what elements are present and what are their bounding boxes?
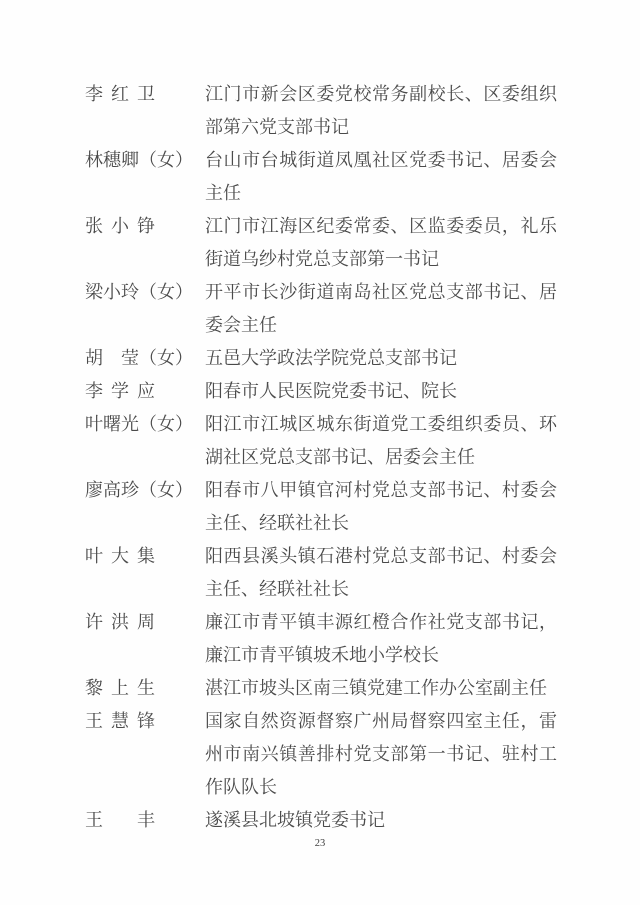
list-item: [85, 342, 557, 375]
person-position: 阳江市江城区城东街道党工委组织委员、环湖社区党总支部书记、居委会主任: [205, 414, 557, 467]
list-item: [85, 705, 557, 804]
list-item: [85, 144, 557, 210]
person-name: 廖高珍（女）: [85, 480, 193, 500]
person-name: 叶大集: [85, 546, 163, 566]
person-name: 梁小玲（女）: [85, 282, 193, 302]
person-name: 张小铮: [85, 216, 163, 236]
person-name: 王慧锋: [85, 711, 163, 731]
person-position: 开平市长沙街道南岛社区党总支部书记、居委会主任: [205, 282, 557, 335]
person-position: 阳西县溪头镇石港村党总支部书记、村委会主任、经联社社长: [205, 546, 557, 599]
person-name: 李学应: [85, 381, 163, 401]
person-name: 王 丰: [85, 810, 163, 830]
list-item: [85, 804, 557, 837]
list-item: [85, 672, 557, 705]
person-position: 五邑大学政法学院党总支部书记: [205, 348, 457, 368]
person-position: 廉江市青平镇丰源红橙合作社党支部书记，廉江市青平镇坡禾地小学校长: [205, 612, 557, 665]
person-position: 阳春市八甲镇官河村党总支部书记、村委会主任、经联社社长: [205, 480, 557, 533]
list-item: [85, 606, 557, 672]
list-item: [85, 540, 557, 606]
person-position: 湛江市坡头区南三镇党建工作办公室副主任: [205, 678, 547, 698]
awardee-list: [85, 78, 557, 837]
list-item: [85, 375, 557, 408]
list-item: [85, 276, 557, 342]
person-name: 叶曙光（女）: [85, 414, 193, 434]
person-name: 李红卫: [85, 84, 163, 104]
person-name: 林穗卿（女）: [85, 150, 193, 170]
person-position: 江门市江海区纪委常委、区监委委员，礼乐街道乌纱村党总支部第一书记: [205, 216, 557, 269]
list-item: [85, 210, 557, 276]
list-item: [85, 78, 557, 144]
person-position: 遂溪县北坡镇党委书记: [205, 810, 385, 830]
list-item: [85, 408, 557, 474]
person-position: 台山市台城街道凤凰社区党委书记、居委会主任: [205, 150, 557, 203]
page-number: 23: [314, 838, 326, 849]
list-item: [85, 474, 557, 540]
person-name: 许洪周: [85, 612, 163, 632]
person-name: 黎上生: [85, 678, 163, 698]
person-position: 阳春市人民医院党委书记、院长: [205, 381, 457, 401]
person-name: 胡 莹（女）: [85, 348, 193, 368]
person-position: 国家自然资源督察广州局督察四室主任，雷州市南兴镇善排村党支部第一书记、驻村工作队队长: [205, 711, 557, 797]
person-position: 江门市新会区委党校常务副校长、区委组织部第六党支部书记: [205, 84, 557, 137]
